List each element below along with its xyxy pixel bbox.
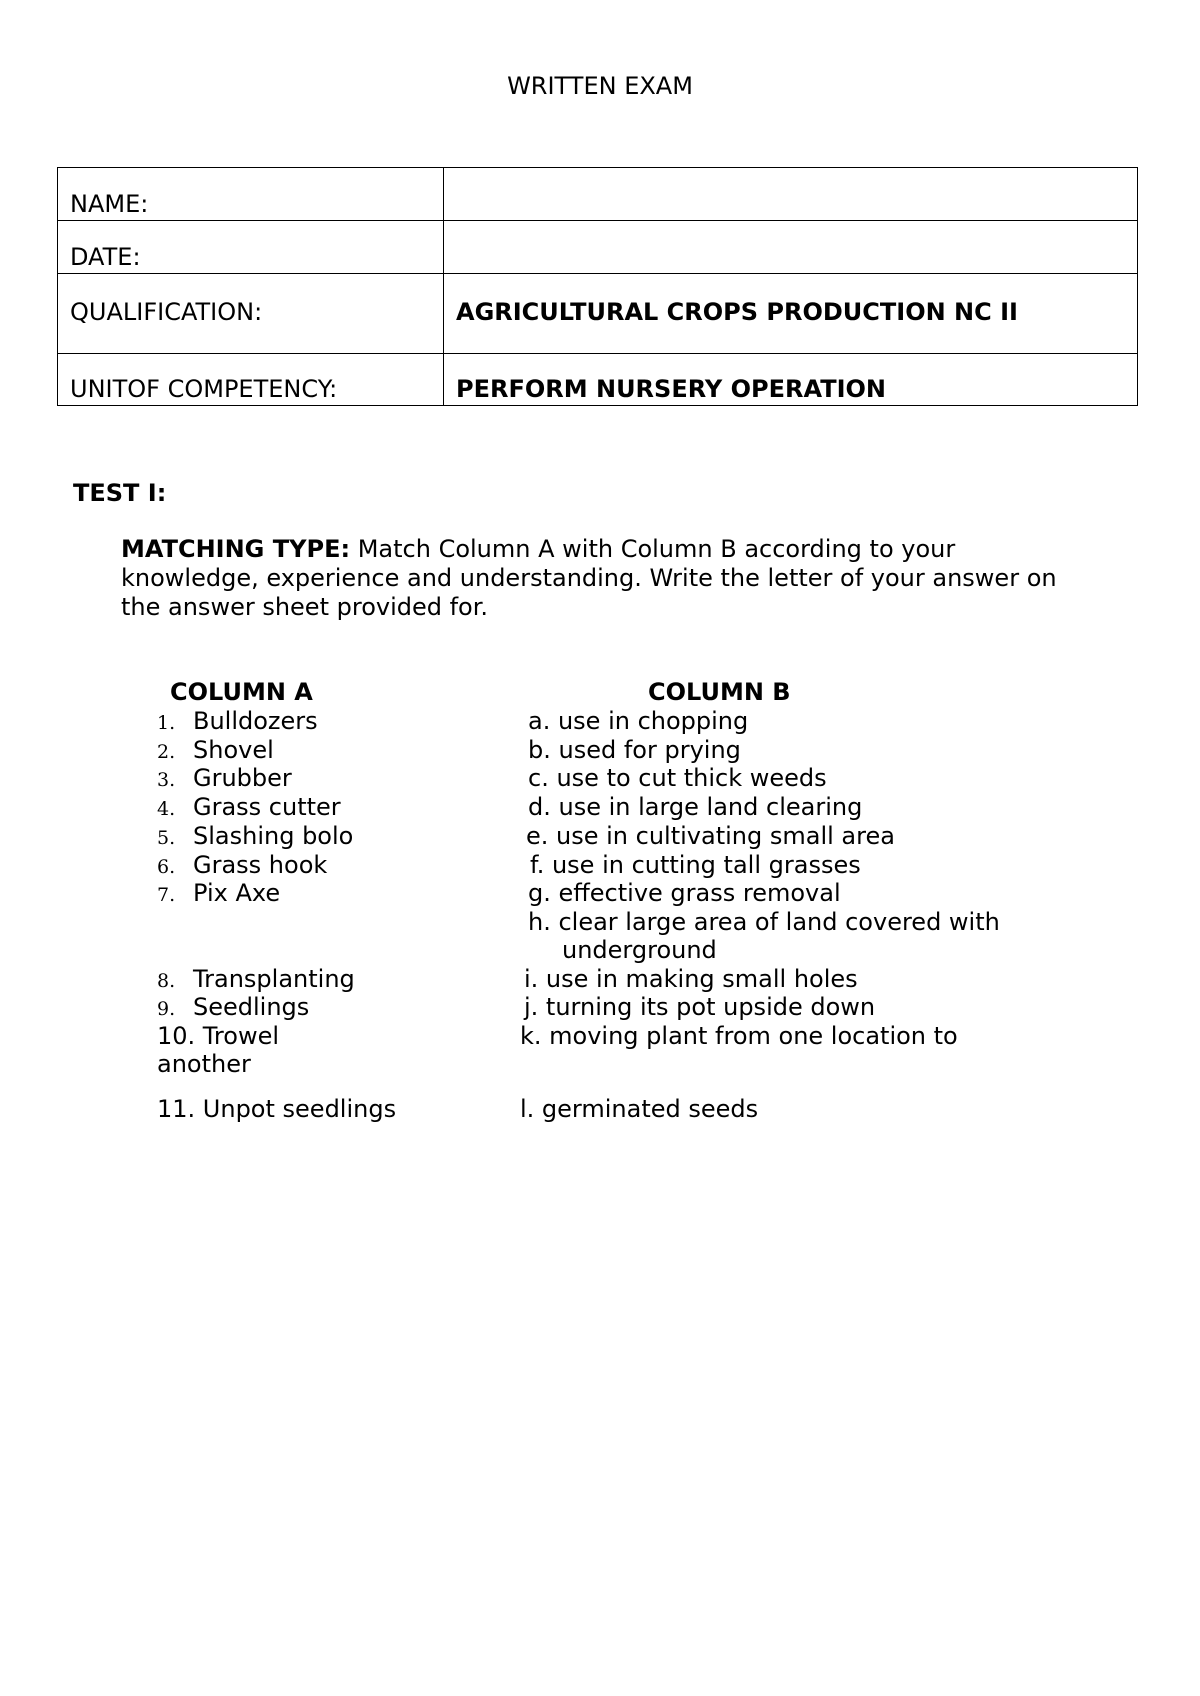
column-b-item: e. use in cultivating small area — [526, 822, 895, 850]
exam-title: WRITTEN EXAM — [507, 72, 693, 100]
column-a-item — [157, 822, 353, 853]
column-b-item: g. effective grass removal — [528, 879, 841, 907]
qualification-value: AGRICULTURAL CROPS PRODUCTION NC II — [444, 274, 1138, 354]
item-number: 5. — [157, 827, 176, 849]
column-b-item: a. use in chopping — [528, 707, 749, 735]
item-text: Grubber — [193, 764, 292, 792]
info-row-qualification — [58, 274, 1138, 354]
column-b-item: f. use in cutting tall grasses — [530, 851, 861, 879]
item-number: 4. — [157, 798, 176, 820]
column-b-item-l: l. germinated seeds — [520, 1095, 759, 1123]
column-a-item — [157, 736, 274, 767]
column-a-item-10: 10. Trowel — [157, 1022, 280, 1050]
item-text: Transplanting — [193, 965, 355, 993]
column-b-item-k: k. moving plant from one location to — [520, 1022, 958, 1050]
column-a-item — [157, 965, 355, 996]
item-number: 9. — [157, 998, 176, 1020]
item-text: Slashing bolo — [193, 822, 354, 850]
item-text: Grass cutter — [193, 793, 341, 821]
instructions-text: Match Column A with Column B according to your knowledge, experience and understanding. Write the letter of your answer on the answer sheet provided for. — [121, 535, 1057, 621]
column-a-item-10-continued: another — [157, 1050, 251, 1078]
item-text: Bulldozers — [193, 707, 318, 735]
item-number: 3. — [157, 769, 176, 791]
exam-info-table — [57, 167, 1138, 406]
info-row-name — [58, 168, 1138, 221]
column-b-item: h. clear large area of land covered with — [528, 908, 1000, 936]
info-label: DATE: — [58, 221, 444, 274]
item-number: 1. — [157, 712, 176, 734]
column-a-item — [157, 879, 280, 910]
info-row-unit — [58, 354, 1138, 406]
column-b-header: COLUMN B — [648, 678, 791, 706]
unit-value: PERFORM NURSERY OPERATION — [444, 354, 1138, 406]
item-number: 7. — [157, 884, 176, 906]
item-text: Grass hook — [193, 851, 328, 879]
column-a-header: COLUMN A — [170, 678, 313, 706]
test-heading: TEST I: — [73, 479, 167, 507]
instructions-lead: MATCHING TYPE: — [121, 535, 351, 563]
column-a-item — [157, 764, 292, 795]
column-b-item-continued: underground — [562, 936, 717, 964]
item-text: Shovel — [193, 736, 274, 764]
item-text: Pix Axe — [193, 879, 281, 907]
column-a-item-11: 11. Unpot seedlings — [157, 1095, 397, 1123]
column-b-item: i. use in making small holes — [524, 965, 858, 993]
date-field — [444, 221, 1138, 274]
info-label: QUALIFICATION: — [58, 274, 444, 354]
column-a-item — [157, 707, 318, 738]
info-label: UNITOF COMPETENCY: — [58, 354, 444, 406]
instructions — [121, 535, 1081, 622]
item-number: 8. — [157, 970, 176, 992]
name-field — [444, 168, 1138, 221]
item-number: 6. — [157, 856, 176, 878]
column-a-item — [157, 851, 327, 882]
column-b-item: d. use in large land clearing — [528, 793, 863, 821]
column-b-item: b. used for prying — [528, 736, 741, 764]
info-row-date — [58, 221, 1138, 274]
column-a-item — [157, 793, 341, 824]
column-b-item: c. use to cut thick weeds — [528, 764, 827, 792]
column-b-item: j. turning its pot upside down — [524, 993, 876, 1021]
item-text: Seedlings — [193, 993, 310, 1021]
column-a-item — [157, 993, 309, 1024]
item-number: 2. — [157, 741, 176, 763]
info-label: NAME: — [58, 168, 444, 221]
